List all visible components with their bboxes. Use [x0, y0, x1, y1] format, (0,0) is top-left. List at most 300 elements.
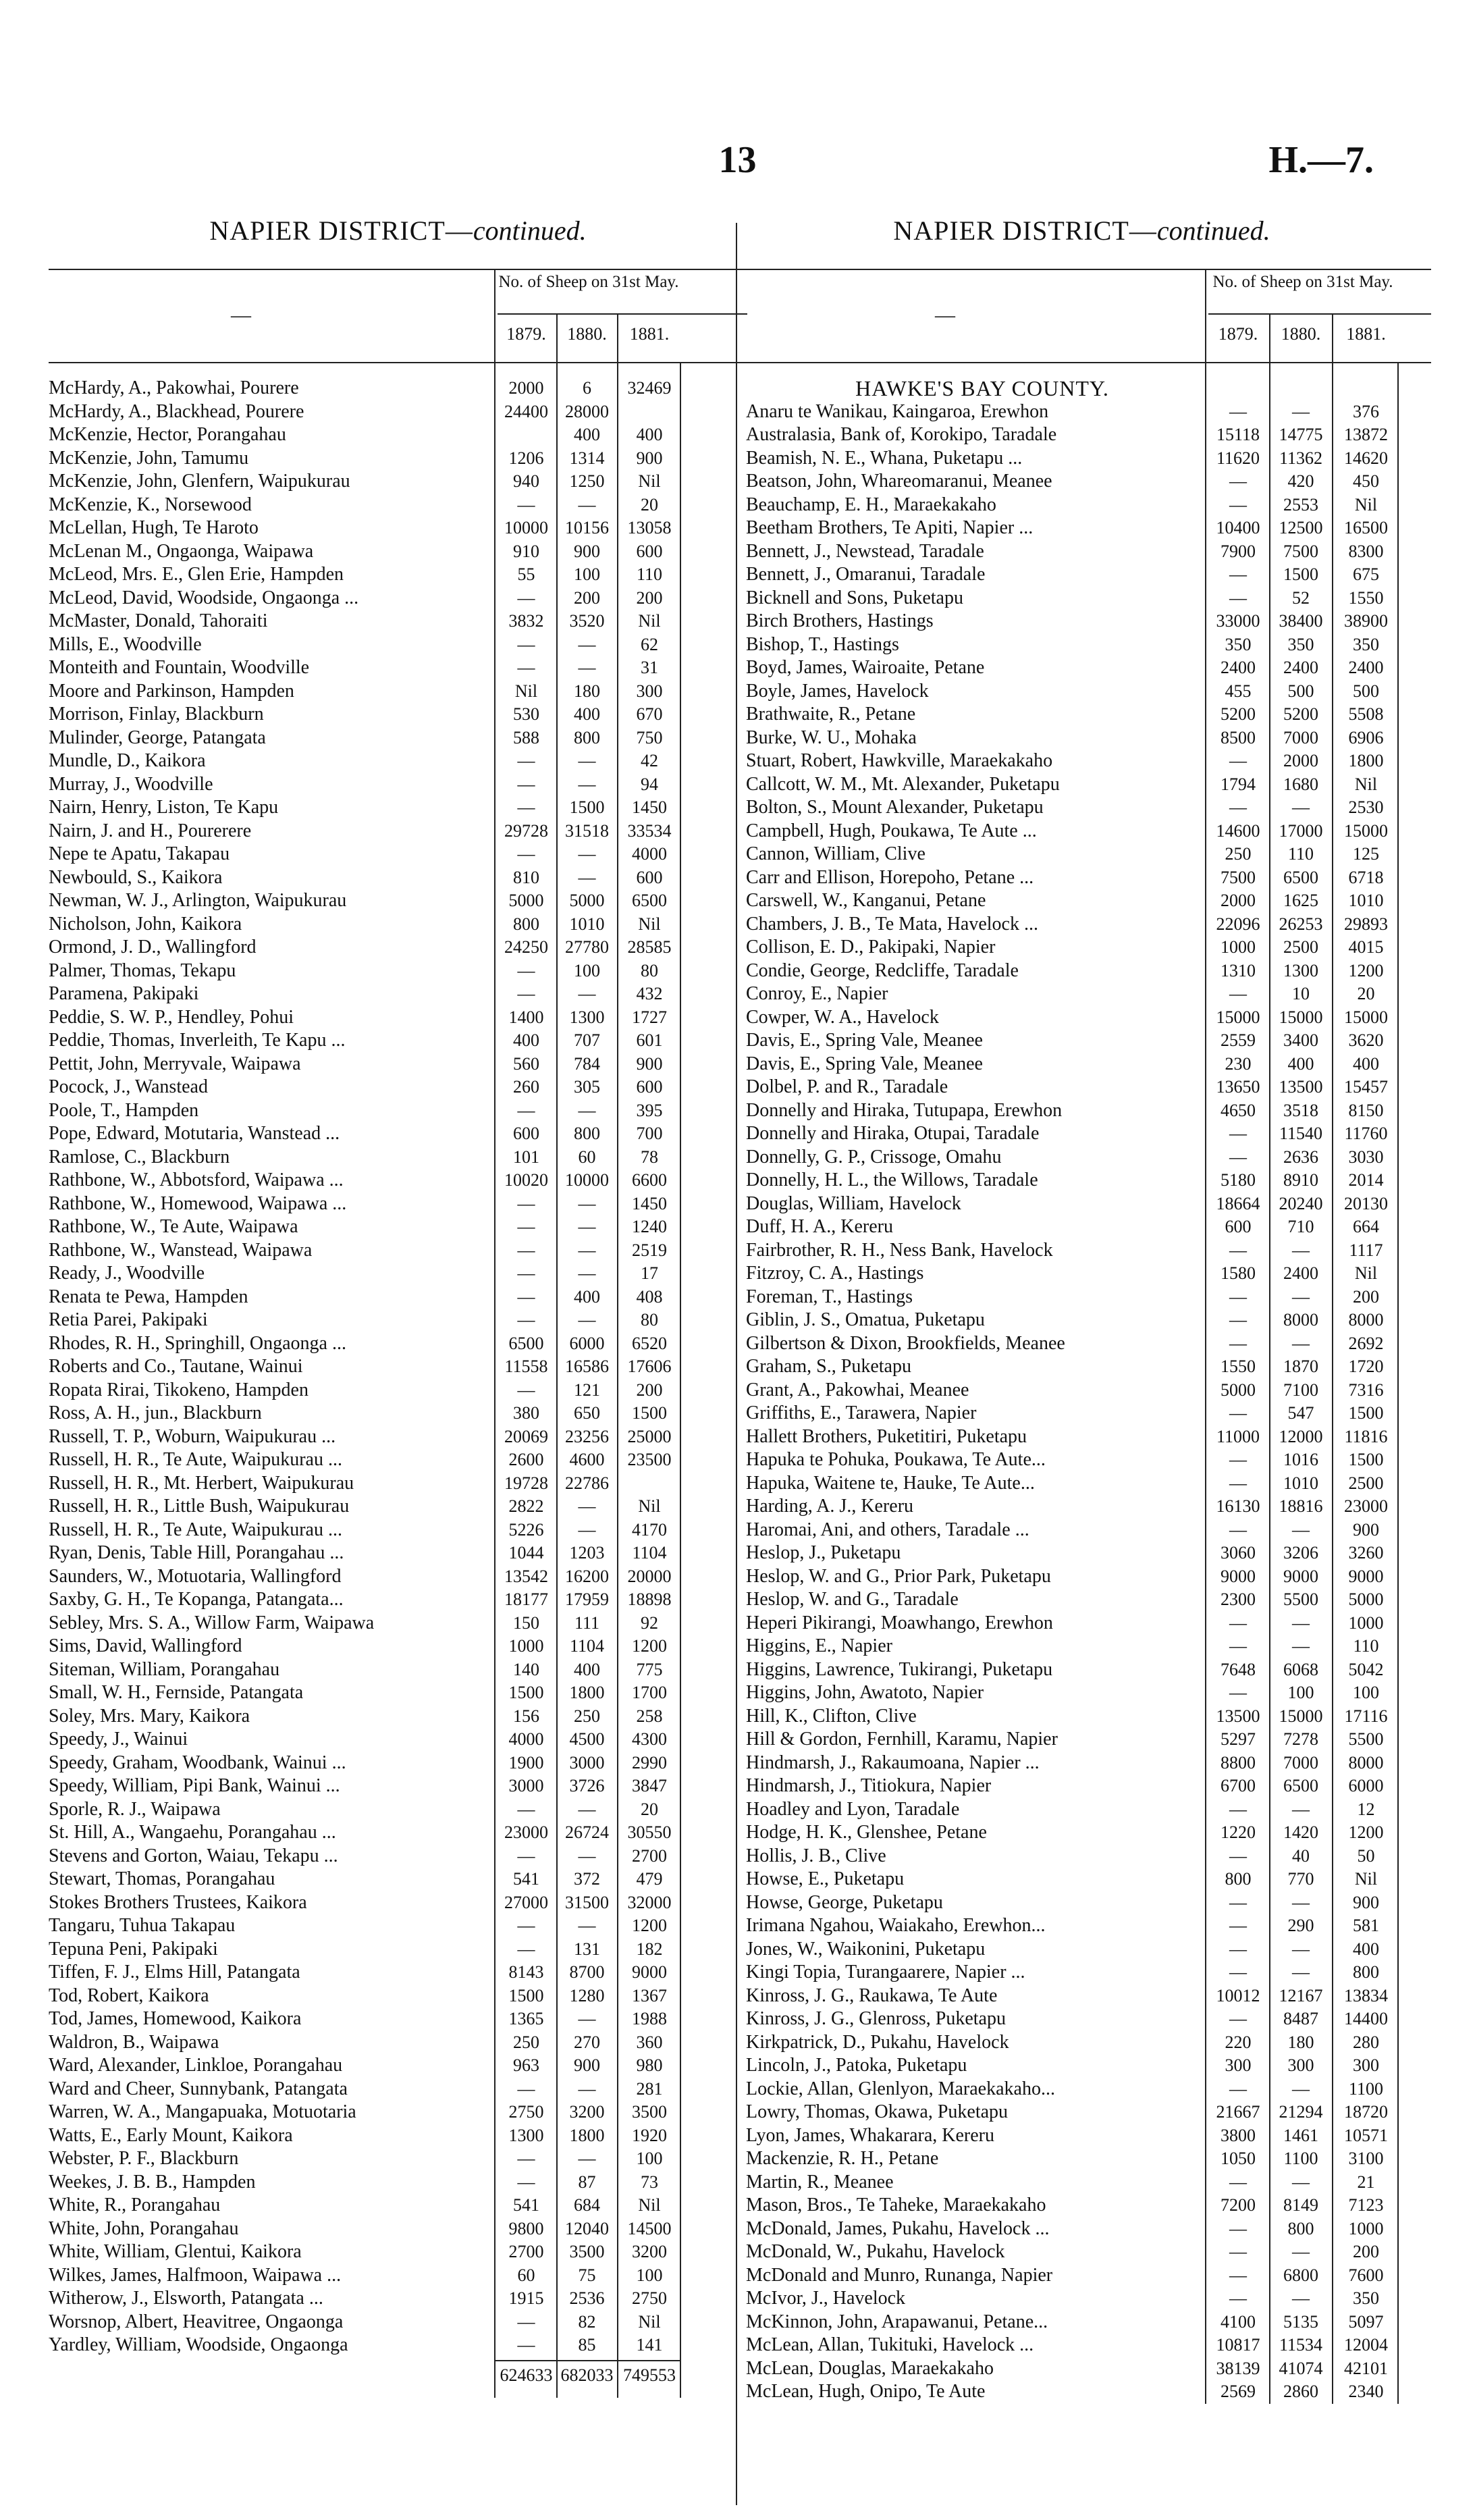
sheep-count-1880: —	[1292, 2288, 1310, 2308]
sheep-count-1881: 18720	[1344, 2102, 1388, 2122]
owner-name: McIvor, J., Havelock	[746, 2288, 906, 2309]
group-rule	[1208, 313, 1431, 315]
sheep-count-1880: —	[578, 1799, 596, 1819]
sheep-count-1881: 2014	[1348, 1170, 1384, 1190]
sheep-count-1880: 23256	[565, 1426, 609, 1446]
sheep-count-1881: Nil	[638, 2311, 661, 2332]
owner-name: Davis, E., Spring Vale, Meanee	[746, 1053, 983, 1074]
sheep-count-1880: 1100	[1283, 2149, 1318, 2168]
sheep-count-1880: 28000	[565, 401, 609, 421]
sheep-count-1880: 60	[578, 1147, 596, 1167]
owner-name: Jones, W., Waikonini, Puketapu	[746, 1938, 986, 1960]
sheep-count-1881: 6906	[1348, 727, 1384, 747]
owner-name: McMaster, Donald, Tahoraiti	[49, 610, 268, 631]
sheep-count-1880: 16200	[565, 1566, 609, 1586]
sheep-count-1879: 4100	[1221, 2311, 1256, 2332]
owner-name: Fairbrother, R. H., Ness Bank, Havelock	[746, 1239, 1053, 1261]
sheep-count-1879: 2600	[508, 1450, 544, 1469]
table-row	[732, 1635, 1431, 1658]
sheep-count-1881: 4015	[1348, 937, 1384, 957]
sheep-count-1881: Nil	[1354, 774, 1378, 794]
sheep-count-1879: —	[1229, 2009, 1247, 2028]
sheep-count-1879: 810	[513, 867, 539, 887]
sheep-count-1879: Nil	[514, 681, 538, 701]
owner-name: Worsnop, Albert, Heavitree, Ongaonga	[49, 2311, 344, 2332]
header-rule	[617, 313, 618, 363]
sheep-count-1879: 13500	[1216, 1706, 1260, 1726]
sheep-count-1881: 11760	[1344, 1124, 1388, 1143]
table-row	[49, 610, 747, 633]
owner-name: Bolton, S., Mount Alexander, Puketapu	[746, 797, 1044, 818]
table-row	[49, 1495, 747, 1519]
sheep-count-1879: 300	[1225, 2055, 1252, 2075]
owner-name: Collison, E. D., Pakipaki, Napier	[746, 937, 996, 957]
sheep-count-1879: —	[517, 1100, 535, 1120]
sheep-count-1879: 7200	[1221, 2195, 1256, 2215]
column-rule	[556, 363, 558, 2398]
left-table-header	[49, 269, 747, 363]
owner-name: Hoadley and Lyon, Taradale	[746, 1798, 960, 1820]
sheep-count-1880: 1300	[569, 1007, 605, 1027]
header-rule	[1205, 269, 1206, 363]
sheep-count-1879: —	[517, 2078, 535, 2099]
owner-name: Russell, H. R., Mt. Herbert, Waipukurau	[49, 1472, 354, 1494]
sheep-count-1879: 1550	[1221, 1357, 1256, 1376]
sheep-count-1880: 650	[574, 1403, 600, 1423]
sheep-count-1881: 200	[1353, 1286, 1379, 1307]
sheep-count-1879: —	[1229, 751, 1247, 770]
sheep-count-1881: 581	[1353, 1916, 1379, 1935]
sheep-count-1880: 1800	[569, 1683, 605, 1702]
sheep-count-1881: 3100	[1348, 2149, 1384, 2168]
table-row	[49, 1938, 747, 1962]
column-rule	[1269, 363, 1270, 2404]
sheep-count-1879: 2700	[508, 2242, 544, 2261]
sheep-count-1879: 29728	[504, 820, 548, 841]
sheep-count-1880: 7000	[1283, 1752, 1318, 1773]
sheep-count-1880: 6500	[1283, 867, 1318, 887]
owner-name: Russell, H. R., Te Aute, Waipukurau ...	[49, 1519, 342, 1540]
name-column-header: —	[231, 304, 251, 326]
table-row	[49, 680, 747, 704]
group-header: No. of Sheep on 31st May.	[498, 273, 679, 291]
sheep-count-1880: 11540	[1279, 1124, 1323, 1143]
sheep-count-1880: 18816	[1279, 1496, 1323, 1516]
table-row	[732, 2311, 1431, 2334]
table-row	[732, 1076, 1431, 1099]
sheep-count-1881: 17606	[627, 1357, 672, 1376]
sheep-count-1879: —	[517, 1845, 535, 1866]
sheep-count-1879: —	[517, 634, 535, 654]
table-row	[732, 423, 1431, 447]
sheep-count-1879: 600	[1225, 1217, 1252, 1236]
owner-name: Kinross, J. G., Raukawa, Te Aute	[746, 1985, 998, 2006]
table-row	[49, 1635, 747, 1658]
sheep-count-1881: 1010	[1348, 891, 1384, 910]
table-row	[49, 540, 747, 564]
sheep-count-1881: 1727	[632, 1007, 667, 1027]
table-row	[732, 866, 1431, 890]
column-rule	[680, 363, 681, 2398]
sheep-count-1879: 4000	[508, 1729, 544, 1749]
table-row	[49, 1612, 747, 1635]
column-rule	[1397, 363, 1399, 2404]
year-header-1879: 1879.	[1218, 324, 1258, 344]
sheep-count-1880: 12040	[565, 2218, 609, 2238]
sheep-count-1879: —	[1229, 1240, 1247, 1260]
sheep-count-1879: 22096	[1216, 914, 1260, 934]
sheep-count-1881: 1450	[632, 797, 667, 817]
sheep-count-1880: —	[1292, 1612, 1310, 1633]
sheep-count-1880: —	[1292, 797, 1310, 817]
sheep-count-1879: —	[517, 494, 535, 515]
sheep-count-1880: 2636	[1283, 1147, 1318, 1167]
table-row	[49, 1215, 747, 1239]
table-row	[732, 1868, 1431, 1891]
sheep-count-1881: 6600	[632, 1170, 667, 1190]
sheep-count-1879: —	[517, 1217, 535, 1236]
owner-name: Webster, P. F., Blackburn	[49, 2148, 239, 2169]
sheep-count-1879: 5180	[1221, 1170, 1256, 1190]
owner-name: McLeod, David, Woodside, Ongaonga ...	[49, 587, 359, 608]
table-row	[732, 1332, 1431, 1356]
sheep-count-1881: 3030	[1348, 1147, 1384, 1167]
sheep-count-1879: —	[517, 960, 535, 980]
sheep-count-1879: 10020	[504, 1170, 548, 1190]
sheep-count-1879: —	[517, 1380, 535, 1400]
owner-name: Rhodes, R. H., Springhill, Ongaonga ...	[49, 1332, 346, 1354]
sheep-count-1880: 800	[574, 1124, 600, 1143]
sheep-count-1880: 1016	[1283, 1450, 1318, 1469]
sheep-count-1881: 62	[641, 634, 658, 654]
owner-name: Hodge, H. K., Glenshee, Petane	[746, 1822, 987, 1843]
sheep-count-1881: 14500	[627, 2218, 672, 2238]
owner-name: Carswell, W., Kanganui, Petane	[746, 890, 986, 911]
sheep-count-1880: 1104	[569, 1636, 605, 1656]
sheep-count-1880: 8487	[1283, 2009, 1318, 2028]
sheep-count-1881: Nil	[638, 611, 661, 631]
total-1880: 682033	[560, 2365, 614, 2385]
sheep-count-1879: 140	[513, 1659, 539, 1679]
table-row	[732, 563, 1431, 587]
county-heading: HAWKE'S BAY COUNTY.	[855, 376, 1109, 400]
table-row	[49, 1053, 747, 1076]
table-row	[732, 820, 1431, 843]
sheep-count-1881: 13872	[1344, 425, 1388, 444]
table-row	[732, 2171, 1431, 2195]
sheep-count-1879: —	[1229, 401, 1247, 421]
owner-name: Speedy, J., Wainui	[49, 1729, 188, 1750]
sheep-count-1880: 1203	[569, 1543, 605, 1563]
sheep-count-1881: 600	[636, 541, 663, 561]
sheep-count-1881: 7123	[1348, 2195, 1384, 2215]
sheep-count-1880: 3206	[1283, 1543, 1318, 1563]
sheep-count-1880: 400	[1287, 1053, 1314, 1074]
table-row	[49, 447, 747, 471]
sheep-count-1881: 20	[641, 494, 658, 515]
sheep-count-1881: 32469	[627, 378, 672, 398]
owner-name: Saxby, G. H., Te Kopanga, Patangata...	[49, 1589, 344, 1610]
table-row	[49, 2264, 747, 2288]
table-row	[732, 2287, 1431, 2311]
table-row	[732, 2217, 1431, 2241]
header-rule-top	[49, 269, 747, 270]
sheep-count-1880: 100	[574, 960, 600, 980]
sheep-count-1881: 3260	[1348, 1543, 1384, 1563]
sheep-count-1879: 8143	[508, 1962, 544, 1982]
owner-name: Graham, S., Puketapu	[746, 1356, 911, 1377]
sheep-count-1879: 7648	[1221, 1659, 1256, 1679]
sheep-count-1879: 7900	[1221, 541, 1256, 561]
owner-name: Lyon, James, Whakarara, Kereru	[746, 2124, 994, 2146]
sheep-count-1879: 1794	[1221, 774, 1256, 794]
owner-name: Hapuka te Pohuka, Poukawa, Te Aute...	[746, 1449, 1046, 1470]
table-row	[49, 1519, 747, 1542]
owner-name: Speedy, Graham, Woodbank, Wainui ...	[49, 1752, 346, 1773]
sheep-count-1881: 3847	[632, 1776, 667, 1795]
sheep-count-1880: 27780	[565, 937, 609, 957]
table-row	[732, 447, 1431, 471]
table-row	[732, 2031, 1431, 2055]
owner-name: Soley, Mrs. Mary, Kaikora	[49, 1705, 250, 1727]
owner-name: Nairn, J. and H., Pourerere	[49, 820, 252, 841]
sheep-count-1879: —	[1229, 1612, 1247, 1633]
sheep-count-1881: 28585	[627, 937, 672, 957]
owner-name: Mason, Bros., Te Taheke, Maraekakaho	[746, 2195, 1046, 2215]
sheep-count-1880: 400	[574, 1659, 600, 1679]
owner-name: Davis, E., Spring Vale, Meanee	[746, 1030, 983, 1051]
table-row	[49, 2031, 747, 2055]
sheep-count-1879: 33000	[1216, 611, 1260, 631]
sheep-count-1879: 5297	[1221, 1729, 1256, 1749]
owner-name: Sporle, R. J., Waipawa	[49, 1798, 221, 1820]
owner-name: Hindmarsh, J., Titiokura, Napier	[746, 1775, 992, 1796]
sheep-count-1880: —	[578, 1240, 596, 1260]
owner-name: Nepe te Apatu, Takapau	[49, 843, 230, 864]
sheep-count-1880: 4500	[569, 1729, 605, 1749]
table-row	[732, 1262, 1431, 1286]
table-row	[732, 2334, 1431, 2357]
totals-rule	[494, 2360, 681, 2361]
sheep-count-1880: 180	[1287, 2032, 1314, 2052]
sheep-count-1879: —	[1229, 1333, 1247, 1353]
sheep-count-1879: 101	[513, 1147, 539, 1167]
sheep-count-1881: 900	[1353, 1519, 1379, 1540]
left-section-title	[49, 215, 747, 246]
table-row	[49, 913, 747, 937]
sheep-count-1880: —	[578, 1193, 596, 1213]
sheep-count-1879: 5000	[1221, 1380, 1256, 1400]
owner-name: Weekes, J. B. B., Hampden	[49, 2171, 256, 2193]
table-row	[49, 423, 747, 447]
owner-name: Mulinder, George, Patangata	[49, 727, 266, 748]
sheep-count-1880: —	[578, 1217, 596, 1236]
sheep-count-1880: 180	[574, 681, 600, 701]
sheep-count-1881: 8000	[1348, 1752, 1384, 1773]
owner-name: Donnelly, G. P., Crissoge, Omahu	[746, 1146, 1002, 1167]
sheep-count-1880: 17000	[1279, 820, 1323, 841]
table-row	[49, 1705, 747, 1729]
sheep-count-1880: 3726	[569, 1776, 605, 1795]
owner-name: Lincoln, J., Patoka, Puketapu	[746, 2055, 967, 2076]
sheep-count-1880: —	[578, 2149, 596, 2168]
table-row	[732, 1612, 1431, 1635]
owner-name: Moore and Parkinson, Hampden	[49, 680, 294, 702]
sheep-count-1880: 5135	[1283, 2311, 1318, 2332]
sheep-count-1881: 6500	[632, 891, 667, 910]
sheep-count-1881: 360	[636, 2032, 663, 2052]
sheep-count-1880: 2860	[1283, 2382, 1318, 2401]
owner-name: Palmer, Thomas, Tekapu	[49, 960, 236, 981]
sheep-count-1880: 770	[1287, 1869, 1314, 1889]
sheep-count-1879: —	[517, 1193, 535, 1213]
sheep-count-1879: 2000	[508, 378, 544, 398]
owner-name: McKenzie, Hector, Porangahau	[49, 424, 286, 445]
sheep-count-1880: 1010	[569, 914, 605, 934]
sheep-count-1880: 131	[574, 1939, 600, 1959]
sheep-count-1881: 182	[636, 1939, 663, 1959]
owner-name: Heslop, J., Puketapu	[746, 1542, 901, 1563]
sheep-count-1879: —	[1229, 494, 1247, 515]
owner-name: Hapuka, Waitene te, Hauke, Te Aute...	[746, 1472, 1035, 1494]
table-row	[49, 633, 747, 657]
sheep-count-1880: 2000	[1283, 751, 1318, 770]
right-title-text: NAPIER DISTRICT—	[893, 215, 1157, 246]
sheep-count-1881: 2990	[632, 1752, 667, 1773]
owner-name: Carr and Ellison, Horepoho, Petane ...	[746, 866, 1034, 888]
header-rule-bottom	[746, 362, 1431, 363]
sheep-count-1880: 1250	[569, 471, 605, 491]
sheep-count-1881: 670	[636, 704, 663, 724]
sheep-count-1880: 85	[578, 2335, 596, 2355]
table-row	[732, 517, 1431, 540]
owner-name: Rathbone, W., Abbotsford, Waipawa ...	[49, 1170, 344, 1190]
sheep-count-1879: —	[1229, 1403, 1247, 1423]
sheep-count-1879: 7500	[1221, 867, 1256, 887]
owner-name: White, William, Glentui, Kaikora	[49, 2241, 302, 2262]
sheep-count-1880: 11534	[1279, 2335, 1323, 2355]
sheep-count-1879: —	[1229, 1124, 1247, 1143]
owner-name: Higgins, Lawrence, Tukirangi, Puketapu	[746, 1658, 1053, 1680]
sheep-count-1879: 1915	[508, 2288, 544, 2308]
sheep-count-1881: 408	[636, 1286, 663, 1307]
table-row	[732, 1588, 1431, 1612]
owner-name: Beamish, N. E., Whana, Puketapu ...	[746, 447, 1023, 469]
table-row	[49, 563, 747, 587]
sheep-count-1880: 784	[574, 1053, 600, 1074]
sheep-count-1880: 9000	[1283, 1566, 1318, 1586]
table-row	[49, 1402, 747, 1425]
sheep-count-1879: —	[1229, 1473, 1247, 1493]
table-row	[49, 2124, 747, 2148]
owner-name: Dolbel, P. and R., Taradale	[746, 1076, 948, 1097]
sheep-count-1879: 9000	[1221, 1566, 1256, 1586]
owner-name: Grant, A., Pakowhai, Meanee	[746, 1379, 969, 1400]
table-row	[49, 1658, 747, 1682]
owner-name: McLean, Allan, Tukituki, Havelock ...	[746, 2334, 1034, 2355]
left-title-text: NAPIER DISTRICT—	[209, 215, 473, 246]
table-row	[732, 960, 1431, 983]
owner-name: Donnelly and Hiraka, Otupai, Taradale	[746, 1123, 1040, 1144]
sheep-count-1880: 10156	[565, 518, 609, 537]
sheep-count-1880: 8700	[569, 1962, 605, 1982]
sheep-count-1881: 1240	[632, 1217, 667, 1236]
sheep-count-1880: 6068	[1283, 1659, 1318, 1679]
owner-name: Newbould, S., Kaikora	[49, 866, 223, 888]
owner-name: Howse, E., Puketapu	[746, 1868, 905, 1889]
owner-name: McLellan, Hugh, Te Haroto	[49, 517, 259, 538]
sheep-count-1881: Nil	[638, 471, 661, 491]
owner-name: Beauchamp, E. H., Maraekakaho	[746, 494, 996, 515]
owner-name: Peddie, Thomas, Inverleith, Te Kapu ...	[49, 1030, 346, 1051]
sheep-count-1881: 32000	[627, 1892, 672, 1912]
table-row	[49, 400, 747, 424]
sheep-count-1880: 200	[574, 587, 600, 608]
sheep-count-1881: 1000	[1348, 2218, 1384, 2238]
table-row	[49, 1029, 747, 1053]
owner-name: Ryan, Denis, Table Hill, Porangahau ...	[49, 1542, 344, 1563]
sheep-count-1881: 9000	[1348, 1566, 1384, 1586]
page-reference: H.—7.	[1268, 139, 1374, 181]
sheep-count-1879: —	[517, 1286, 535, 1307]
table-row	[49, 1798, 747, 1822]
table-row	[732, 913, 1431, 937]
owner-name: Rathbone, W., Wanstead, Waipawa	[49, 1239, 313, 1261]
sheep-count-1879: —	[1229, 565, 1247, 584]
sheep-count-1879: 940	[513, 471, 539, 491]
owner-name: Lowry, Thomas, Okawa, Puketapu	[746, 2101, 1009, 2122]
owner-name: McLenan M., Ongaonga, Waipawa	[49, 540, 314, 562]
sheep-count-1879: —	[1229, 2242, 1247, 2261]
owner-name: Brathwaite, R., Petane	[746, 704, 916, 725]
table-row	[49, 1448, 747, 1472]
owner-name: McKenzie, K., Norsewood	[49, 494, 252, 515]
sheep-count-1880: 40	[1292, 1845, 1310, 1866]
sheep-count-1880: 3518	[1283, 1100, 1318, 1120]
sheep-count-1880: 10	[1292, 984, 1310, 1003]
sheep-count-1880: 75	[578, 2265, 596, 2285]
sheep-count-1880: 800	[574, 727, 600, 747]
table-row	[732, 633, 1431, 657]
owner-name: Condie, George, Redcliffe, Taradale	[746, 960, 1019, 981]
owner-name: Tiffen, F. J., Elms Hill, Patangata	[49, 1962, 300, 1983]
owner-name: Stevens and Gorton, Waiau, Tekapu ...	[49, 1845, 338, 1866]
sheep-count-1881: 3500	[632, 2102, 667, 2122]
year-header-1880: 1880.	[567, 324, 607, 344]
sheep-count-1879: 9800	[508, 2218, 544, 2238]
owner-name: Kirkpatrick, D., Pukahu, Havelock	[746, 2031, 1009, 2053]
owner-name: Small, W. H., Fernside, Patangata	[49, 1682, 304, 1703]
sheep-count-1880: 5200	[1283, 704, 1318, 724]
owner-name: Callcott, W. M., Mt. Alexander, Puketapu	[746, 773, 1060, 795]
sheep-count-1880: 8910	[1283, 1170, 1318, 1190]
sheep-count-1880: 372	[574, 1869, 600, 1889]
table-row	[732, 1146, 1431, 1170]
sheep-count-1881: 750	[636, 727, 663, 747]
sheep-count-1881: 350	[1353, 634, 1379, 654]
table-row	[49, 2311, 747, 2334]
sheep-count-1881: 479	[636, 1869, 663, 1889]
owner-name: Kingi Topia, Turangaarere, Napier ...	[746, 1962, 1025, 1983]
sheep-count-1881: 4300	[632, 1729, 667, 1749]
sheep-count-1880: 21294	[1279, 2102, 1323, 2122]
sheep-count-1879: —	[1229, 1147, 1247, 1167]
table-row	[732, 2194, 1431, 2217]
table-row	[49, 1752, 747, 1775]
sheep-count-1880: 16586	[565, 1357, 609, 1376]
table-row	[732, 610, 1431, 633]
sheep-count-1881: 25000	[627, 1426, 672, 1446]
